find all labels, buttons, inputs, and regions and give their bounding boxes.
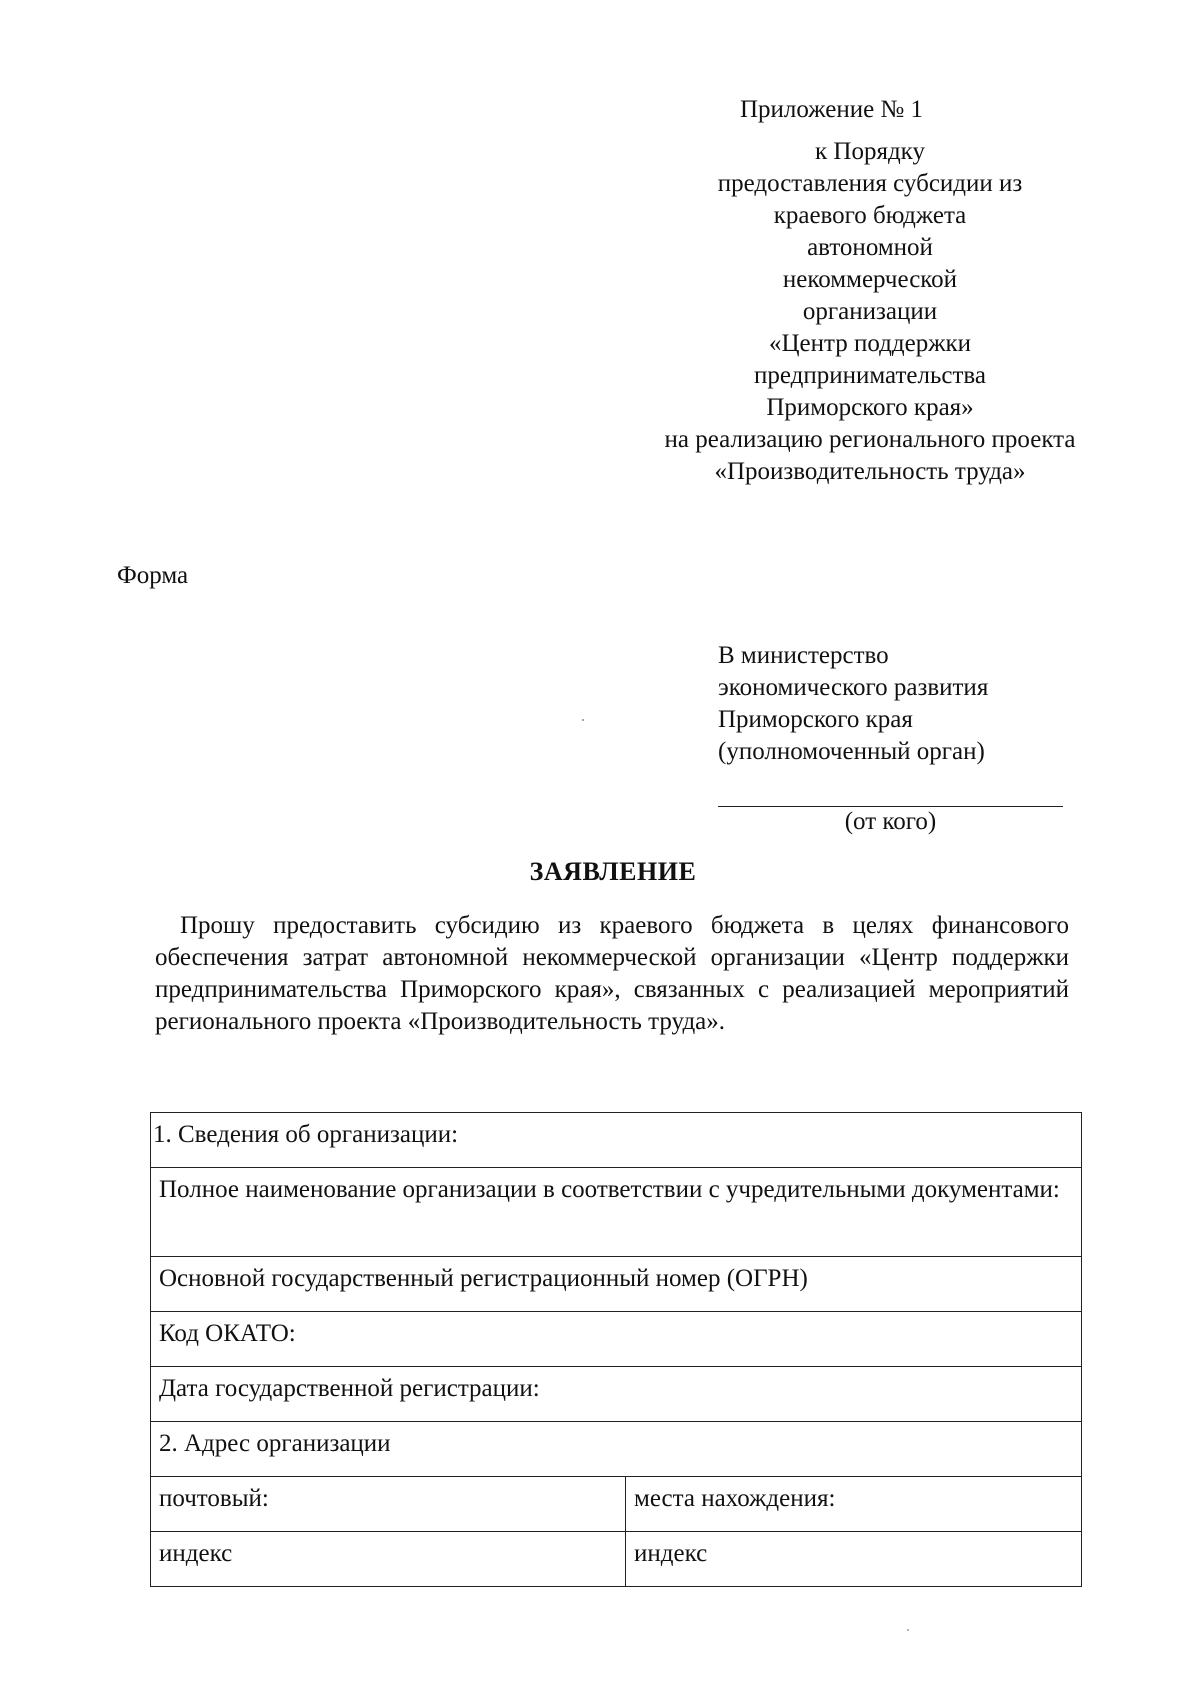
field-location-address: места нахождения: bbox=[626, 1477, 1082, 1532]
appendix-title: Приложение № 1 bbox=[740, 96, 924, 123]
field-postal-index: индекс bbox=[151, 1532, 626, 1587]
request-paragraph bbox=[155, 910, 1069, 1038]
addressee-line: (уполномоченный орган) bbox=[718, 738, 985, 765]
appendix-line: «Центр поддержки bbox=[768, 330, 971, 357]
section-organization-info: 1. Сведения об организации: bbox=[151, 1113, 1082, 1168]
document-title: ЗАЯВЛЕНИЕ bbox=[529, 857, 697, 886]
scan-speck bbox=[582, 719, 584, 721]
field-registration-date: Дата государственной регистрации: bbox=[151, 1367, 1082, 1422]
addressee-line: экономического развития bbox=[718, 674, 989, 701]
scan-speck bbox=[907, 1629, 909, 1631]
addressee-block bbox=[718, 640, 1138, 768]
addressee-line: Приморского края bbox=[718, 706, 913, 733]
appendix-line: автономной bbox=[807, 234, 933, 261]
appendix-line: предпринимательства bbox=[754, 362, 986, 389]
from-whom-caption: (от кого) bbox=[844, 808, 937, 835]
section-organization-address: 2. Адрес организации bbox=[151, 1422, 1082, 1477]
field-postal-address: почтовый: bbox=[151, 1477, 626, 1532]
addressee-line: В министерство bbox=[718, 642, 889, 669]
appendix-line: некоммерческой bbox=[782, 266, 958, 293]
field-location-index: индекс bbox=[626, 1532, 1082, 1587]
form-label: Форма bbox=[117, 562, 189, 589]
appendix-line: Приморского края» bbox=[766, 394, 974, 421]
appendix-line: предоставления субсидии из bbox=[717, 170, 1023, 197]
organization-info-table bbox=[150, 1112, 1082, 1587]
field-full-name: Полное наименование организации в соответствии с учредительными документами: bbox=[151, 1168, 1082, 1257]
appendix-line: на реализацию регионального проекта bbox=[664, 426, 1076, 453]
appendix-line: «Производительность труда» bbox=[714, 458, 1026, 485]
field-ogrn: Основной государственный регистрационный номер (ОГРН) bbox=[151, 1257, 1082, 1312]
request-text: Прошу предоставить субсидию из краевого бюджета в целях финансового обеспечения затрат автономной некоммерческой организации «Центр поддержки предпринимательства Приморского края», связанных с реализацией мероприятий регионального проекта «Производительность труда». bbox=[155, 912, 1069, 1035]
appendix-line: организации bbox=[802, 298, 938, 325]
appendix-line: краевого бюджета bbox=[773, 202, 967, 229]
field-okato: Код ОКАТО: bbox=[151, 1312, 1082, 1367]
appendix-reference bbox=[610, 136, 1130, 488]
appendix-line: к Порядку bbox=[815, 138, 925, 165]
